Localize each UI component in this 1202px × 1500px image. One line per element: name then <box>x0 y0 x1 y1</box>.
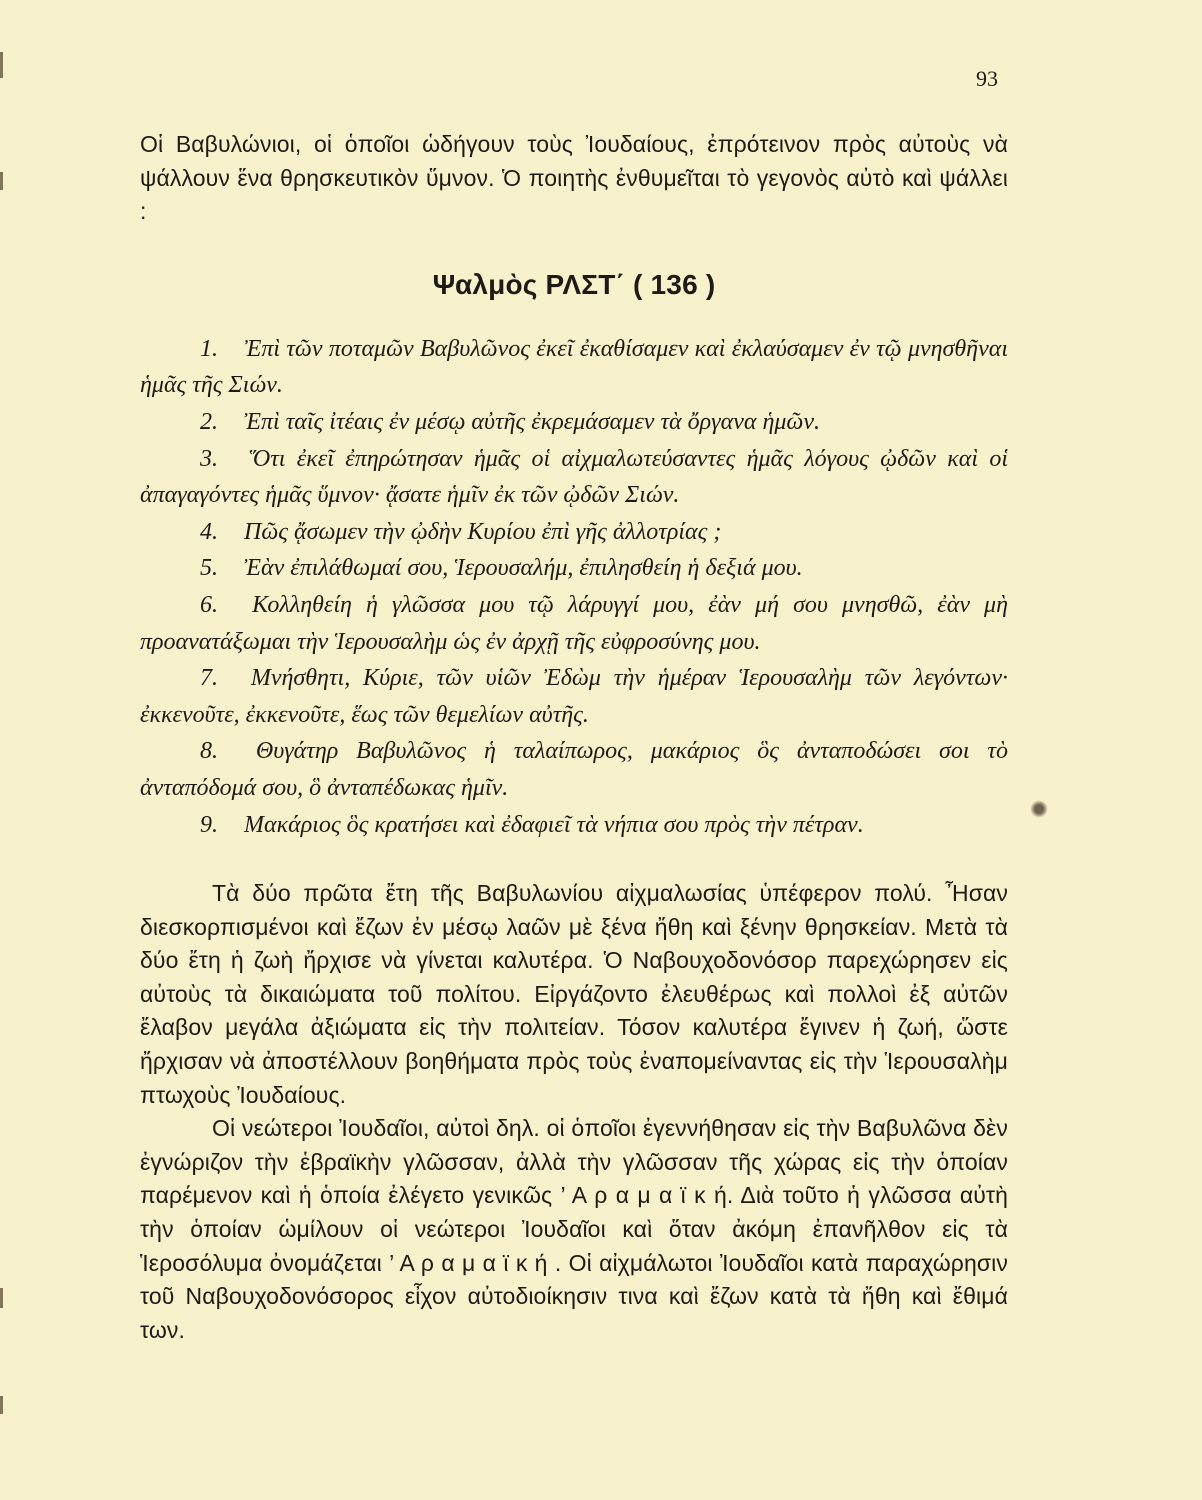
verse-text: Κολληθείη ἡ γλῶσσα μου τῷ λάρυγγί μου, ἐὰν μή σου μνησθῶ, ἐὰν μὴ προανατάξωμαι τὴν Ἱερουσαλὴμ ὡς ἐν ἀρχῇ τῆς εὐφροσύνης μου. <box>140 591 1009 655</box>
psalm-verse <box>140 807 1008 844</box>
verse-number: 7. <box>200 665 218 692</box>
body-text <box>140 877 1008 1347</box>
verse-number: 5. <box>200 555 218 582</box>
verse-text: Ἐπὶ τῶν ποταμῶν Βαβυλῶνος ἐκεῖ ἐκαθίσαμεν καὶ ἐκλαύσαμεν ἐν τῷ μνησθῆναι ἡμᾶς τῆς Σιών. <box>140 335 1009 399</box>
intro-paragraph: Οἱ Βαβυλώνιοι, οἱ ὁποῖοι ὡδήγουν τοὺς Ἰουδαίους, ἐπρότεινον πρὸς αὐτοὺς νὰ ψάλλουν ἕνα θρησκευτικὸν ὕμνον. Ὁ ποιητὴς ἐνθυμεῖται τὸ γεγονὸς αὐτὸ καὶ ψάλλει : <box>140 131 1008 225</box>
body-paragraph: Οἱ νεώτεροι Ἰουδαῖοι, αὐτοὶ δηλ. οἱ ὁποῖοι ἐγεννήθησαν εἰς τὴν Βαβυλῶνα δὲν ἐγνώριζον τὴν ἑβραϊκὴν γλῶσσαν, ἀλλὰ τὴν γλῶσσαν τῆς χώρας εἰς τὴν ὁποίαν παρέμενον καὶ ἡ ὁποία ἐλέγετο γενικῶς ’ Α ρ α μ α ϊ κ ή. Διὰ τοῦτο ἡ γλῶσσα αὐτὴ τὴν ὁποίαν ὡμίλουν οἱ νεώτεροι Ἰουδαῖοι καὶ ὅταν ἀκόμη ἐπανῆλθον εἰς τὰ Ἱεροσόλυμα ὀνομάζεται ’ Α ρ α μ α ϊ κ ή . Οἱ αἰχμάλωτοι Ἰουδαῖοι κατὰ παραχώρησιν τοῦ Ναβουχοδονόσορος εἶχον αὐτοδιοίκησιν τινα καὶ ἔζων κατὰ τὰ ἤθη καὶ ἔθιμά των. <box>140 1115 1008 1343</box>
psalm-verse <box>140 550 1008 587</box>
psalm-verse <box>140 331 1008 404</box>
verse-text: Μνήσθητι, Κύριε, τῶν υἱῶν Ἐδὼμ τὴν ἡμέραν Ἱερουσαλὴμ τῶν λεγόντων· ἐκκενοῦτε, ἐκκενοῦτε, ἕως τῶν θεμελίων αὐτῆς. <box>140 665 1008 728</box>
verse-number: 8. <box>200 738 218 765</box>
verse-text: Ὅτι ἐκεῖ ἐπηρώτησαν ἡμᾶς οἱ αἰχμαλωτεύσαντες ἡμᾶς λόγους ᾠδῶν καὶ οἱ ἀπαγαγόντες ἡμᾶς ὕμνον· ᾄσατε ἡμῖν ἐκ τῶν ᾠδῶν Σιών. <box>140 445 1009 509</box>
verse-text: Ἐπὶ ταῖς ἰτέαις ἐν μέσῳ αὐτῆς ἐκρεμάσαμεν τὰ ὄργανα ἡμῶν. <box>244 408 820 435</box>
left-edge-mark <box>0 1396 3 1414</box>
psalm-verses <box>140 331 1008 843</box>
psalm-title: Ψαλμὸς ΡΛΣΤ΄ ( 136 ) <box>432 268 716 300</box>
page-number: 93 <box>976 66 998 91</box>
psalm-verse <box>140 514 1008 551</box>
body-paragraph: Τὰ δύο πρῶτα ἔτη τῆς Βαβυλωνίου αἰχμαλωσίας ὑπέφερον πολύ. Ἦσαν διεσκορπισμένοι καὶ ἔζων ἐν μέσῳ λαῶν μὲ ξένα ἤθη καὶ ξένην θρησκείαν. Μετὰ τὰ δύο ἔτη ἡ ζωὴ ἤρχισε νὰ γίνεται καλυτέρα. Ὁ Ναβουχοδονόσορ παρεχώρησεν εἰς αὐτοὺς τὰ δικαιώματα τοῦ πολίτου. Εἰργάζοντο ἐλευθέρως καὶ πολλοὶ ἐξ αὐτῶν ἔλαβον μεγάλα ἀξιώματα εἰς τὴν πολιτείαν. Τόσον καλυτέρα ἔγινεν ἡ ζωή, ὥστε ἤρχισαν νὰ ἀποστέλλουν βοηθήματα πρὸς τοὺς ἐναπομείναντας εἰς τὴν Ἱερουσαλὴμ πτωχοὺς Ἰουδαίους. <box>140 880 1008 1108</box>
verse-number: 6. <box>200 591 218 618</box>
verse-text: Μακάριος ὃς κρατήσει καὶ ἐδαφιεῖ τὰ νήπια σου πρὸς τὴν πέτραν. <box>244 811 864 838</box>
verse-number: 2. <box>200 408 218 435</box>
paper-spot-mark <box>1030 800 1048 818</box>
verse-text: Πῶς ᾄσωμεν τὴν ᾠδὴν Κυρίου ἐπὶ γῆς ἀλλοτρίας ; <box>244 518 722 545</box>
verse-text: Ἐὰν ἐπιλάθωμαί σου, Ἱερουσαλήμ, ἐπιλησθείη ἡ δεξιά μου. <box>244 555 803 582</box>
left-edge-mark <box>0 52 3 78</box>
psalm-verse <box>140 441 1008 514</box>
left-edge-mark <box>0 172 3 190</box>
verse-text: Θυγάτηρ Βαβυλῶνος ἡ ταλαίπωρος, μακάριος ὃς ἀνταποδώσει σοι τὸ ἀνταπόδομά σου, ὃ ἀνταπέδωκας ἡμῖν. <box>140 738 1009 801</box>
verse-number: 4. <box>200 518 218 545</box>
main-text-column <box>140 128 1008 1347</box>
psalm-verse <box>140 587 1008 660</box>
left-edge-mark <box>0 1288 3 1308</box>
verse-number: 1. <box>200 335 218 362</box>
verse-number: 9. <box>200 811 218 838</box>
psalm-verse <box>140 660 1008 733</box>
psalm-verse <box>140 404 1008 441</box>
verse-number: 3. <box>200 445 218 472</box>
psalm-verse <box>140 733 1008 806</box>
